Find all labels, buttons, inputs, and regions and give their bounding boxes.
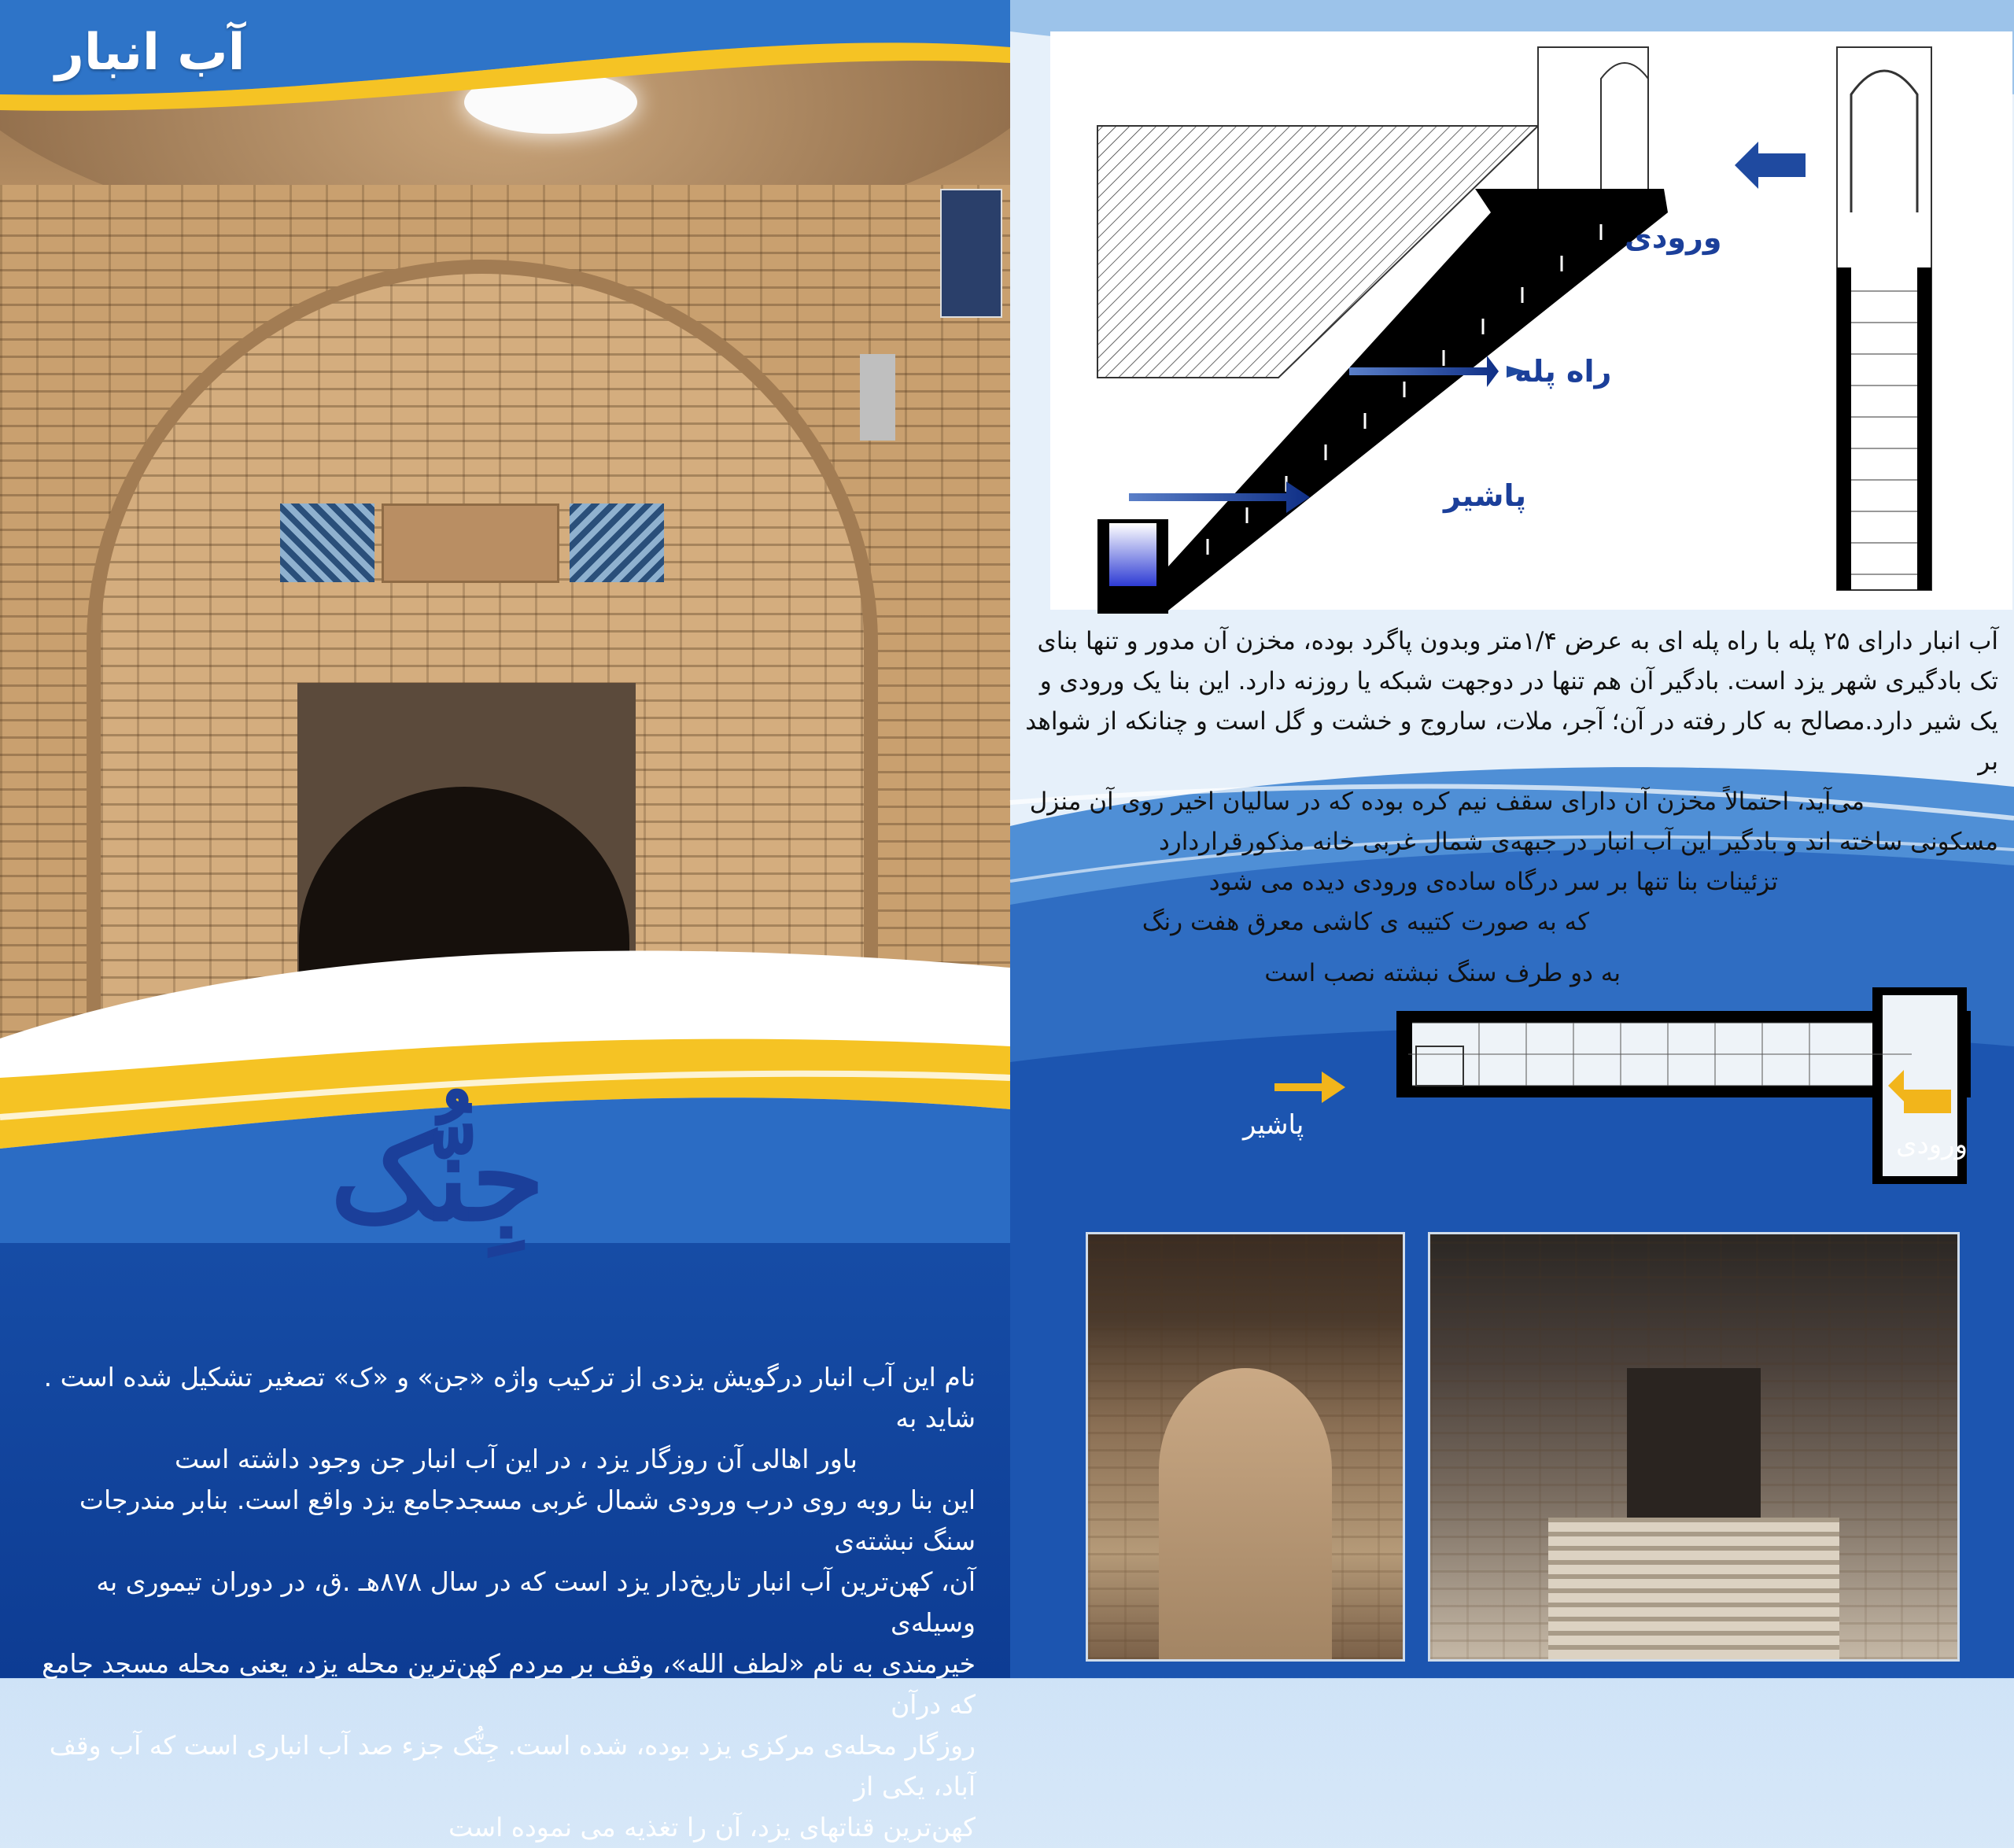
right-tile-panel	[570, 503, 664, 582]
stair-bottom-dark	[1627, 1368, 1761, 1525]
description-line: تزئینات بنا تنها بر سر درگاه ساده‌ی ورودی دیده می شود	[1208, 868, 1778, 896]
stairway-label: راه پله	[1514, 354, 1612, 389]
description-paragraph	[1023, 622, 1998, 994]
plan-drawing	[1227, 979, 1967, 1184]
stairway-photo-lower	[1428, 1232, 1960, 1662]
stair-steps	[1548, 1518, 1839, 1659]
left-panel	[0, 0, 1010, 1842]
tap-label: پاشیر	[1444, 478, 1527, 513]
stairway-photo-upper	[1086, 1232, 1405, 1662]
plan-tap-label: پاشیر	[1243, 1109, 1304, 1141]
description-line: به دو طرف سنگ نبشته نصب است	[1264, 959, 1621, 987]
description-line: آب انبار دارای ۲۵ پله با راه پله ای به عرض ۱/۴متر وبدون پاگرد بوده، مخزن آن مدور و تنها بنای	[1037, 627, 1998, 655]
description-line: که به صورت کتیبه ی کاشی معرق هفت رنگ	[1142, 908, 1589, 936]
plan-entrance-label: ورودی	[1896, 1129, 1968, 1160]
description-line: تک بادگیری شهر یزد است. بادگیر آن هم تنها در دوجهت شبکه یا روزنه دارد. این بنا یک ورودی و	[1039, 667, 1998, 695]
description-line: مسکونی ساخته اند و بادگیر این آب انبار در جبهه‌ی شمال غربی خانه مذکورقراردارد	[1158, 828, 1998, 856]
meter-box	[860, 354, 895, 441]
history-line: آن، کهن‌ترین آب انبار تاریخ‌دار یزد است که در سال ۸۷۸هـ .ق، در دوران تیموری به وسیله‌ی	[96, 1566, 976, 1638]
section-drawing	[1050, 31, 2012, 610]
history-paragraph	[31, 1357, 976, 1848]
history-line: کهن‌ترین قناتهای یزد، آن را تغذیه می نموده است	[448, 1812, 976, 1842]
page-title: آب انبار	[55, 24, 245, 82]
inscription-stone	[382, 503, 559, 583]
water-reservoir-name: جِنُّک	[330, 1109, 545, 1248]
history-line: این بنا روبه روی درب ورودی شمال غربی مسجدجامع یزد واقع است. بنابر مندرجات سنگ نبشته‌ی	[79, 1485, 976, 1556]
history-line: نام این آب انبار درگویش یزدی از ترکیب واژه «جن» و «ک» تصغیر تشکیل شده است . شاید به	[43, 1362, 976, 1433]
history-line: باور اهالی آن روزگار یزد ، در این آب انبار جن وجود داشته است	[175, 1444, 858, 1474]
plan-diagram	[1227, 979, 1967, 1184]
description-line: می‌آید، احتمالاً مخزن آن دارای سقف نیم کره بوده که در سالیان اخیر روی آن منزل	[1029, 788, 1865, 816]
history-line: روزگار محله‌ی مرکزی یزد بوده، شده است. جِنُّک جزء صد آب انباری است که آب وقف آباد، یکی از	[49, 1730, 976, 1802]
history-line: خیرمندی به نام «لطف الله»، وقف بر مردم کهن‌ترین محله یزد، یعنی محله مسجد جامع که درآن	[42, 1648, 976, 1720]
section-diagram	[1050, 31, 2012, 610]
description-line: یک شیر دارد.مصالح به کار رفته در آن؛ آجر، ملات، ساروج و خشت و گل است و چنانکه از شواهد بر	[1025, 707, 1998, 776]
street-sign	[940, 189, 1002, 318]
entrance-label: ورودی	[1625, 220, 1722, 255]
arch-passage	[1159, 1368, 1332, 1659]
left-tile-panel	[280, 503, 374, 582]
